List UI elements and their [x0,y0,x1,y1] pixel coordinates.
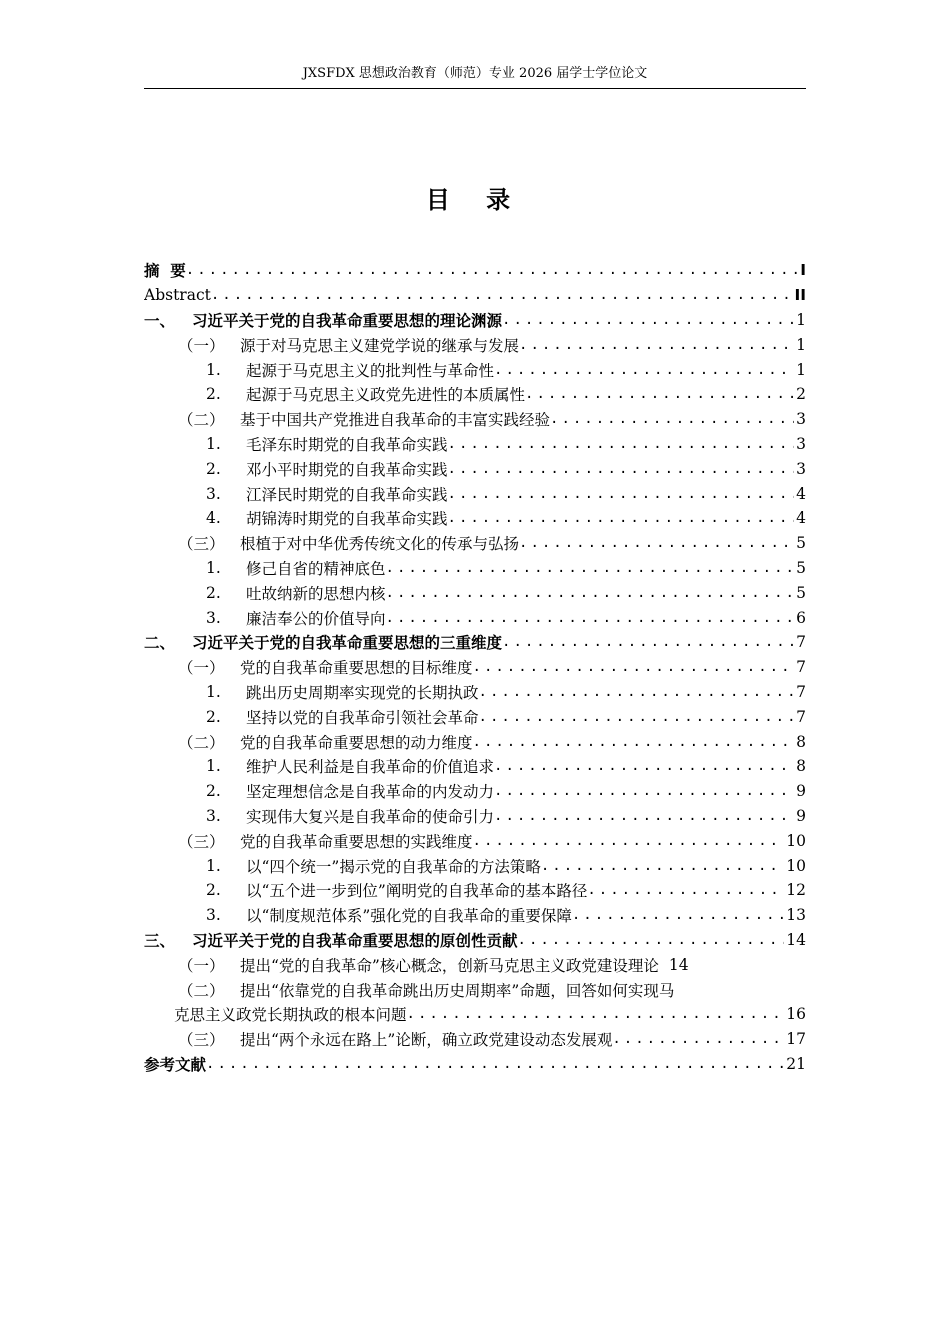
toc-entry-subsection[interactable] [144,580,806,605]
toc-entry-number: 1. [206,434,221,453]
toc-entry-number: 3. [206,484,221,503]
toc-page-number: 5 [796,558,806,577]
toc-entry-label: 以“四个统一”揭示党的自我革命的方法策略 [246,857,541,876]
toc-page-number: 3 [796,434,806,453]
toc-entry-section-wrapped-continued[interactable] [144,1002,806,1027]
toc-entry-label: 修己自省的精神底色 [246,559,386,578]
toc-leader-dots [612,1031,784,1047]
toc-leader-dots [494,758,794,774]
toc-entry-number: 3. [206,906,221,925]
toc-entry-number: 一、 [144,311,176,330]
toc-entry-number: 2. [206,385,221,404]
toc-leader-dots [494,783,794,799]
toc-entry-subsection[interactable] [144,779,806,804]
page-title: 目 录 [425,186,525,214]
toc-page-number: 2 [796,385,806,404]
toc-page-number: 8 [796,757,806,776]
toc-entry-number: （二） [178,733,225,752]
toc-entry-subsection[interactable] [144,432,806,457]
toc-page-number: 14 [786,930,806,949]
toc-page-number: 3 [796,410,806,429]
toc-leader-dots [186,262,798,278]
toc-leader-dots [386,560,795,576]
toc-entry-label: 起源于马克思主义政党先进性的本质属性 [246,386,526,405]
toc-page-number: 17 [786,1030,806,1049]
toc-entry-number: （二） [178,981,225,1000]
toc-leader-dots [473,833,785,849]
toc-page-number: 7 [796,682,806,701]
toc-entry-label: 习近平关于党的自我革命重要思想的原创性贡献 [192,931,518,950]
toc-leader-dots [386,610,795,626]
toc-leader-dots [494,362,794,378]
toc-entry-label: 坚定理想信念是自我革命的内发动力 [246,783,495,802]
toc-entry-label: 江泽民时期党的自我革命实践 [246,485,448,504]
toc-entry-label: 邓小平时期党的自我革命实践 [246,460,448,479]
toc-page-number: 3 [796,459,806,478]
toc-leader-dots [211,287,793,303]
toc-entry-number: 2. [206,707,221,726]
toc-page-number: 14 [668,955,689,974]
toc-entry-label: Abstract [144,286,211,305]
toc-page-number: 12 [786,881,806,900]
toc-leader-dots [519,337,794,353]
toc-entry-section[interactable] [144,1027,806,1052]
toc-page-number: 5 [796,583,806,602]
toc-leader-dots [502,634,794,650]
page-header [144,64,806,89]
toc-entry-number: 三、 [144,931,176,950]
toc-entry-section-wrapped[interactable] [144,977,806,1002]
toc-entry-section[interactable] [144,531,806,556]
toc-entry-label: 维护人民利益是自我革命的价值追求 [246,758,495,777]
toc-entry-label: 跳出历史周期率实现党的长期执政 [246,683,479,702]
toc-entry-label: 参考文献 [144,1055,207,1074]
toc-entry-abstract-en[interactable] [144,283,806,308]
toc-leader-dots [494,808,794,824]
toc-entry-subsection[interactable] [144,481,806,506]
toc-entry-section[interactable] [144,407,806,432]
toc-entry-number: （三） [178,832,225,851]
toc-page-number: 6 [796,608,806,627]
toc-entry-subsection[interactable] [144,605,806,630]
toc-entry-label: 以“制度规范体系”强化党的自我革命的重要保障 [246,907,572,926]
toc-page-number: 10 [786,831,806,850]
toc-leader-dots [448,436,795,452]
toc-entry-abstract-cn[interactable] [144,258,806,283]
toc-entry-subsection[interactable] [144,704,806,729]
toc-entry-number: 2. [206,583,221,602]
toc-page-number: 1 [796,335,806,354]
toc-page-number: 7 [796,658,806,677]
toc-entry-chapter-3[interactable] [144,928,806,953]
toc-page-number: II [794,286,806,305]
toc-entry-section[interactable] [144,332,806,357]
toc-page-number: 10 [786,856,806,875]
toc-page-number: 8 [796,732,806,751]
toc-entry-section[interactable] [144,729,806,754]
toc-entry-number: （一） [178,659,225,678]
toc-entry-number: 1. [206,757,221,776]
toc-leader-dots [541,858,784,874]
toc-entry-label: 基于中国共产党推进自我革命的丰富实践经验 [240,411,551,430]
toc-entry-number: 4. [206,509,221,528]
toc-entry-label: 胡锦涛时期党的自我革命实践 [246,510,448,529]
toc-entry-label: 提出“党的自我革命”核心概念，创新马克思主义政党建设理论 [240,956,659,975]
toc-entry-subsection[interactable] [144,680,806,705]
toc-page-number: 9 [796,806,806,825]
toc-entry-number: 1. [206,682,221,701]
toc-entry-subsection[interactable] [144,556,806,581]
toc-entry-number: 3. [206,806,221,825]
toc-entry-number: 1. [206,558,221,577]
toc-page-number: 5 [796,534,806,553]
toc-page-number: 4 [796,484,806,503]
toc-entry-number: （三） [178,535,225,554]
toc-page-number: 4 [796,509,806,528]
toc-entry-subsection[interactable] [144,903,806,928]
toc-leader-dots [386,585,795,601]
toc-leader-dots [479,684,795,700]
toc-entry-number: 1. [206,360,221,379]
toc-entry-label: 根植于对中华优秀传统文化的传承与弘扬 [240,535,520,554]
toc-entry-number: 2. [206,459,221,478]
toc-entry-label: 习近平关于党的自我革命重要思想的三重维度 [192,634,503,653]
toc-leader-dots [448,486,795,502]
toc-entry-section[interactable] [144,655,806,680]
toc-page-number: 13 [786,906,806,925]
toc-page-number: 7 [796,707,806,726]
toc-leader-dots [448,510,795,526]
toc-entry-label: 实现伟大复兴是自我革命的使命引力 [246,807,495,826]
toc-leader-dots [587,882,784,898]
toc-entry-label: 坚持以党的自我革命引领社会革命 [246,708,479,727]
toc-page-number: 21 [786,1054,806,1073]
toc-entry-label: 党的自我革命重要思想的动力维度 [240,733,473,752]
toc-leader-dots [525,386,794,402]
header-text: JXSFDX 思想政治教育（师范）专业 2026 届学士学位论文 [302,66,648,81]
toc-entry-label: 起源于马克思主义的批判性与革命性 [246,361,495,380]
toc-entry-label: 摘 要 [144,262,186,281]
toc-page-number: I [800,261,806,280]
toc-entry-subsection[interactable] [144,506,806,531]
toc-leader-dots [407,1006,785,1022]
toc-entry-subsection[interactable] [144,853,806,878]
toc-entry-label: 党的自我革命重要思想的目标维度 [240,659,473,678]
toc-entry-subsection[interactable] [144,754,806,779]
toc-entry-number: （一） [178,336,225,355]
toc-leader-dots [479,709,795,725]
toc-entry-chapter-2[interactable] [144,630,806,655]
toc-entry-label: 党的自我革命重要思想的实践维度 [240,832,473,851]
toc-entry-subsection[interactable] [144,456,806,481]
toc-entry-label-line-1: 提出“依靠党的自我革命跳出历史周期率”命题，回答如何实现马 [240,981,675,1000]
toc-entry-number: 1. [206,856,221,875]
toc-leader-dots [518,932,785,948]
toc-entry-section[interactable] [144,828,806,853]
toc-entry-subsection[interactable] [144,382,806,407]
toc-page-number: 9 [796,782,806,801]
table-of-contents [144,258,806,1076]
toc-leader-dots [502,312,794,328]
toc-leader-dots [550,411,794,427]
toc-entry-number: （二） [178,411,225,430]
toc-entry-label: 源于对马克思主义建党学说的继承与发展 [240,336,520,355]
toc-entry-subsection[interactable] [144,357,806,382]
toc-entry-section[interactable] [144,952,806,977]
toc-page-number: 16 [786,1005,806,1024]
toc-entry-number: 2. [206,782,221,801]
toc-page-number: 7 [796,633,806,652]
toc-entry-label: 吐故纳新的思想内核 [246,584,386,603]
toc-entry-label: 廉洁奉公的价值导向 [246,609,386,628]
toc-entry-chapter-1[interactable] [144,308,806,333]
toc-entry-label-line-2: 克思主义政党长期执政的根本问题 [174,1006,407,1025]
toc-entry-number: （一） [178,956,225,975]
toc-entry-label: 提出“两个永远在路上”论断，确立政党建设动态发展观 [240,1031,613,1050]
toc-leader-dots [572,907,784,923]
toc-entry-label: 毛泽东时期党的自我革命实践 [246,435,448,454]
toc-entry-number: 3. [206,608,221,627]
toc-leader-dots [473,734,795,750]
toc-leader-dots [448,461,795,477]
toc-entry-references[interactable] [144,1052,806,1077]
toc-entry-label: 习近平关于党的自我革命重要思想的理论渊源 [192,311,503,330]
toc-leader-dots [206,1056,784,1072]
toc-page-number: 1 [796,360,806,379]
toc-entry-subsection[interactable] [144,804,806,829]
toc-entry-number: 2. [206,881,221,900]
toc-leader-dots [519,535,794,551]
toc-page-number: 1 [796,310,806,329]
toc-leader-dots [473,659,795,675]
toc-entry-number: （三） [178,1031,225,1050]
toc-entry-label: 以“五个进一步到位”阐明党的自我革命的基本路径 [246,882,588,901]
toc-entry-number: 二、 [144,634,176,653]
toc-entry-subsection[interactable] [144,878,806,903]
